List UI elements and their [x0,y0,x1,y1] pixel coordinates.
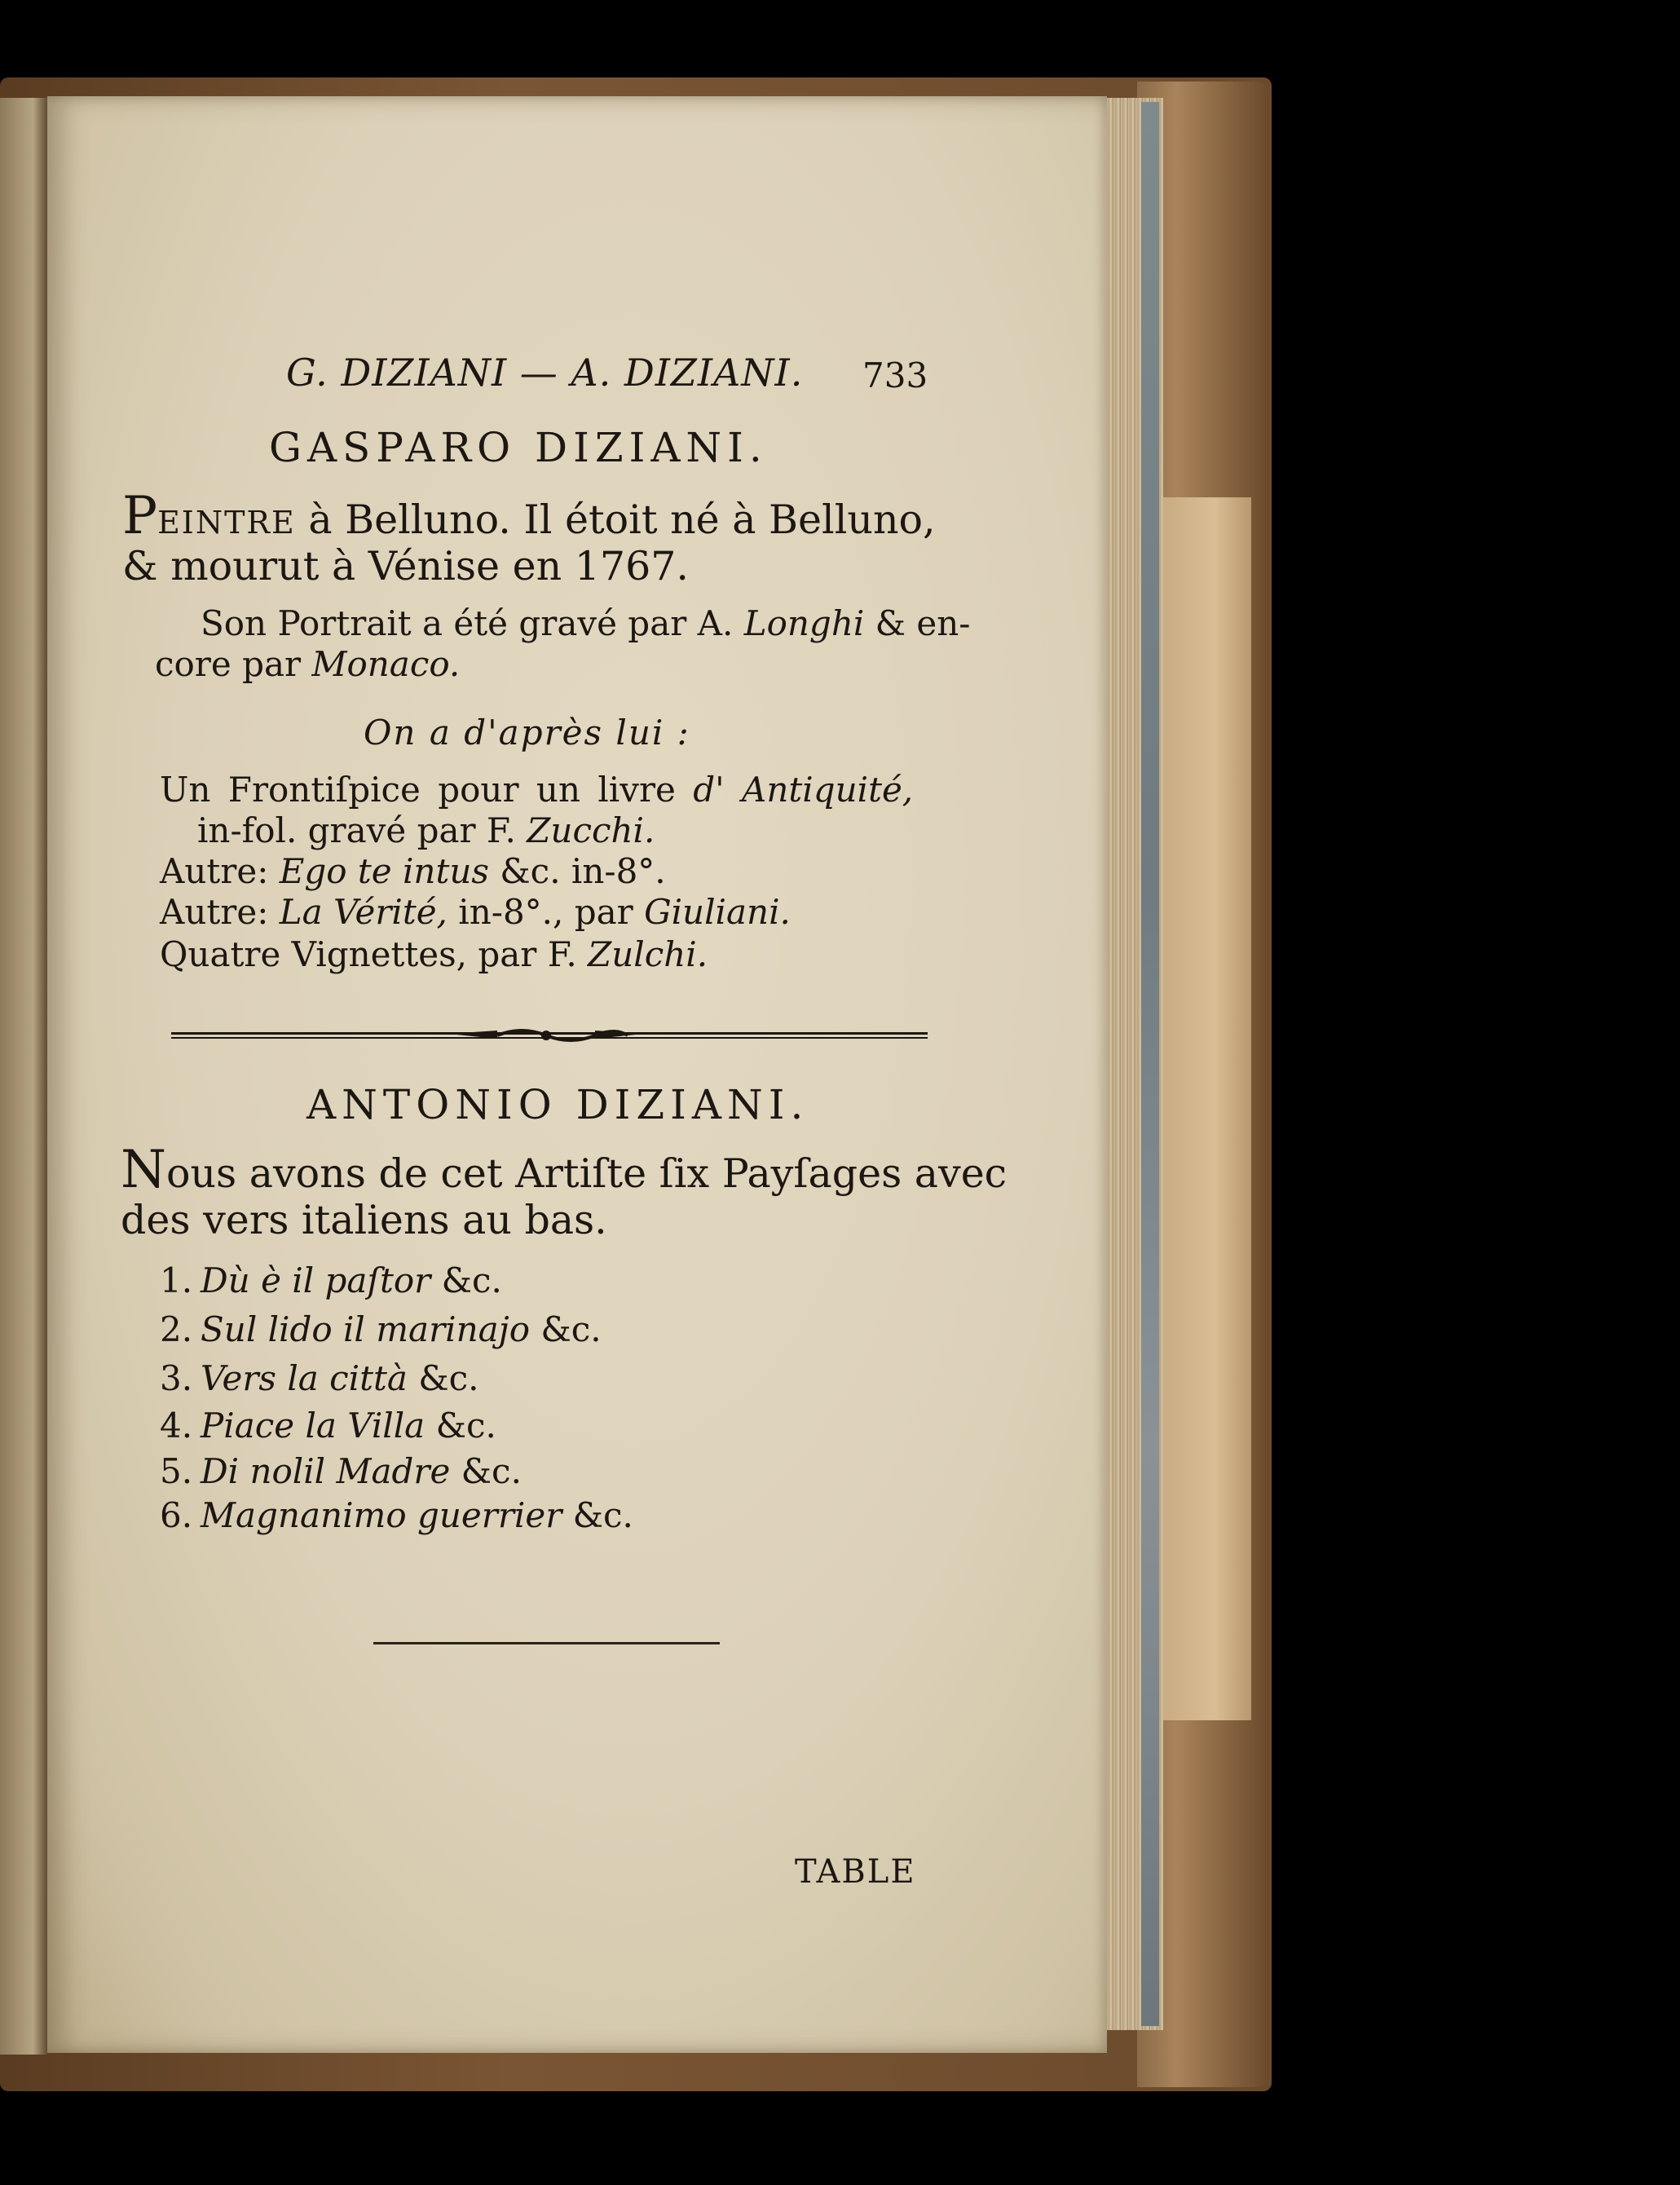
section-title-antonio: ANTONIO DIZIANI. [306,1081,809,1128]
book-page [47,96,1107,2053]
list-item: 6. Magnanimo guerrier &c. [160,1495,633,1535]
works-item-3: Autre: La Vérité, in-8°., par Giuliani. [160,892,791,932]
running-head: G. DIZIANI — A. DIZIANI. [286,351,804,395]
list-item: 4. Piace la Villa &c. [160,1406,496,1446]
gasparo-intro-line-1: PEINTRE à Belluno. Il étoit né à Belluno, [122,486,936,546]
list-item: 3. Vers la città &c. [160,1358,479,1398]
book-cover-highlight [1162,497,1251,1720]
list-item: 1. Dù è il paſtor &c. [160,1260,502,1300]
marbled-edge [1141,102,1159,2026]
list-item: 2. Sul lido il marinajo &c. [160,1309,602,1349]
portrait-line-1: Son Portrait a été gravé par A. Longhi & en- [201,603,971,643]
page-number: 733 [862,355,928,395]
gasparo-intro-line-2: & mourut à Vénise en 1767. [122,543,689,589]
antonio-intro-line-1: Nous avons de cet Artiſte ſix Payſages avec [121,1140,1008,1200]
works-item-2: Autre: Ego te intus &c. in-8°. [160,851,666,891]
facing-page-edge [0,98,47,2055]
list-item: 5. Di nolil Madre &c. [160,1451,522,1491]
antonio-intro-line-2: des vers italiens au bas. [121,1197,607,1243]
portrait-line-2: core par Monaco. [155,644,461,684]
works-item-1-cont: in-fol. gravé par F. Zucchi. [197,810,655,850]
works-item-1: Un Frontiſpice pour un livre d' Antiquité, [160,770,914,810]
section-title-gasparo: GASPARO DIZIANI. [269,424,768,471]
end-rule [373,1642,720,1644]
catchword: TABLE [795,1853,916,1891]
works-subheading: On a d'après lui : [364,713,690,753]
works-item-4: Quatre Vignettes, par F. Zulchi. [160,934,708,974]
ornamental-rule [171,1024,928,1045]
